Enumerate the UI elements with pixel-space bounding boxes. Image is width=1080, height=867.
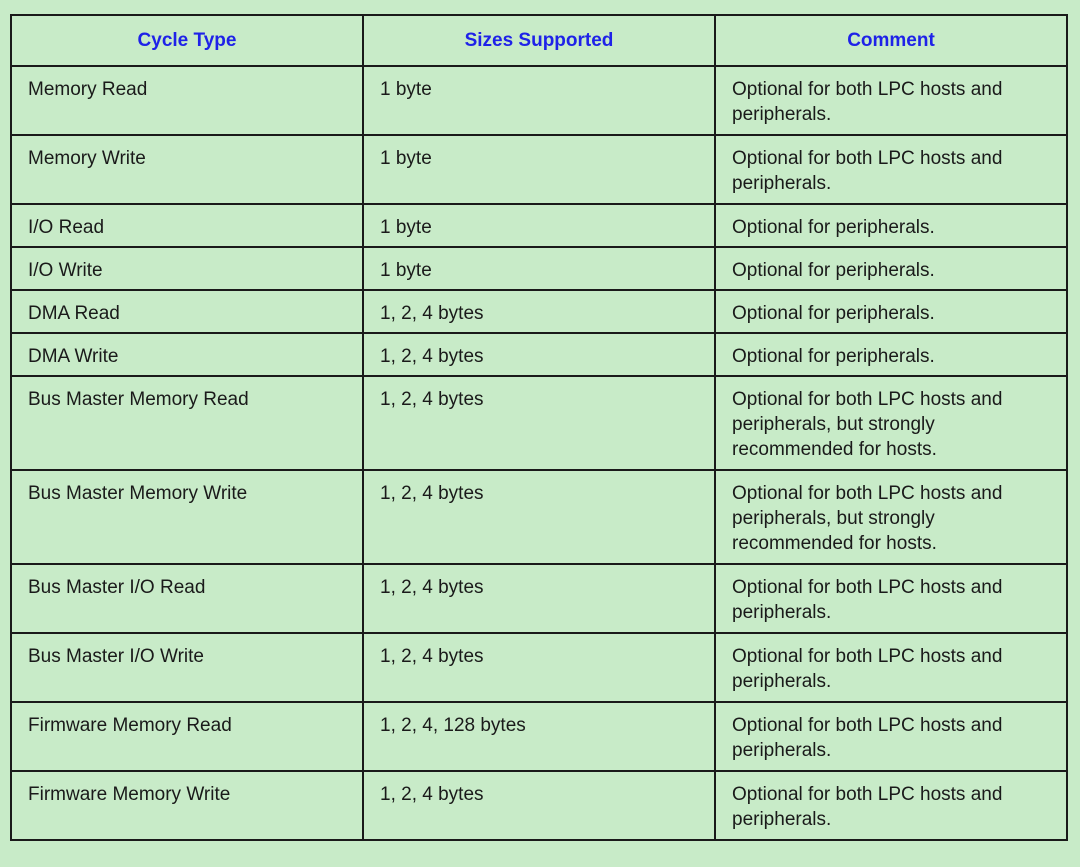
cell-cycle-type: Firmware Memory Read	[11, 702, 363, 771]
cell-sizes-supported: 1, 2, 4 bytes	[363, 333, 715, 376]
table-row	[11, 376, 1067, 470]
cell-comment: Optional for both LPC hosts and peripherals.	[715, 771, 1067, 840]
header-comment: Comment	[715, 15, 1067, 66]
cell-sizes-supported: 1, 2, 4 bytes	[363, 376, 715, 470]
cell-comment: Optional for both LPC hosts and peripherals.	[715, 633, 1067, 702]
cell-cycle-type: Bus Master Memory Read	[11, 376, 363, 470]
cell-sizes-supported: 1 byte	[363, 204, 715, 247]
cell-comment: Optional for both LPC hosts and peripherals.	[715, 135, 1067, 204]
cell-comment: Optional for peripherals.	[715, 333, 1067, 376]
cell-comment: Optional for peripherals.	[715, 204, 1067, 247]
cell-comment: Optional for both LPC hosts and peripherals.	[715, 702, 1067, 771]
cell-cycle-type: Memory Read	[11, 66, 363, 135]
header-sizes-supported: Sizes Supported	[363, 15, 715, 66]
table-header-row	[11, 15, 1067, 66]
cell-cycle-type: Firmware Memory Write	[11, 771, 363, 840]
table-row	[11, 702, 1067, 771]
cell-cycle-type: Bus Master I/O Read	[11, 564, 363, 633]
table-row	[11, 290, 1067, 333]
table-row	[11, 470, 1067, 564]
table-row	[11, 135, 1067, 204]
cell-cycle-type: DMA Read	[11, 290, 363, 333]
header-cycle-type: Cycle Type	[11, 15, 363, 66]
table-row	[11, 66, 1067, 135]
cell-cycle-type: Memory Write	[11, 135, 363, 204]
cell-sizes-supported: 1 byte	[363, 66, 715, 135]
cell-sizes-supported: 1, 2, 4 bytes	[363, 470, 715, 564]
table-row	[11, 247, 1067, 290]
cell-cycle-type: I/O Read	[11, 204, 363, 247]
cell-sizes-supported: 1, 2, 4 bytes	[363, 771, 715, 840]
cell-sizes-supported: 1 byte	[363, 247, 715, 290]
cell-comment: Optional for both LPC hosts and peripherals, but strongly recommended for hosts.	[715, 376, 1067, 470]
cell-sizes-supported: 1, 2, 4, 128 bytes	[363, 702, 715, 771]
cell-comment: Optional for peripherals.	[715, 247, 1067, 290]
table-row	[11, 771, 1067, 840]
table-row	[11, 633, 1067, 702]
cycle-type-table	[10, 14, 1068, 841]
cell-cycle-type: I/O Write	[11, 247, 363, 290]
cycle-type-table-container	[10, 14, 1066, 841]
table-row	[11, 564, 1067, 633]
cell-sizes-supported: 1 byte	[363, 135, 715, 204]
cell-sizes-supported: 1, 2, 4 bytes	[363, 564, 715, 633]
cell-sizes-supported: 1, 2, 4 bytes	[363, 290, 715, 333]
cell-comment: Optional for peripherals.	[715, 290, 1067, 333]
cell-cycle-type: Bus Master I/O Write	[11, 633, 363, 702]
cell-cycle-type: DMA Write	[11, 333, 363, 376]
table-row	[11, 204, 1067, 247]
table-row	[11, 333, 1067, 376]
cell-comment: Optional for both LPC hosts and peripherals.	[715, 564, 1067, 633]
cell-comment: Optional for both LPC hosts and peripherals.	[715, 66, 1067, 135]
cell-sizes-supported: 1, 2, 4 bytes	[363, 633, 715, 702]
cell-cycle-type: Bus Master Memory Write	[11, 470, 363, 564]
cell-comment: Optional for both LPC hosts and peripherals, but strongly recommended for hosts.	[715, 470, 1067, 564]
table-body	[11, 66, 1067, 840]
